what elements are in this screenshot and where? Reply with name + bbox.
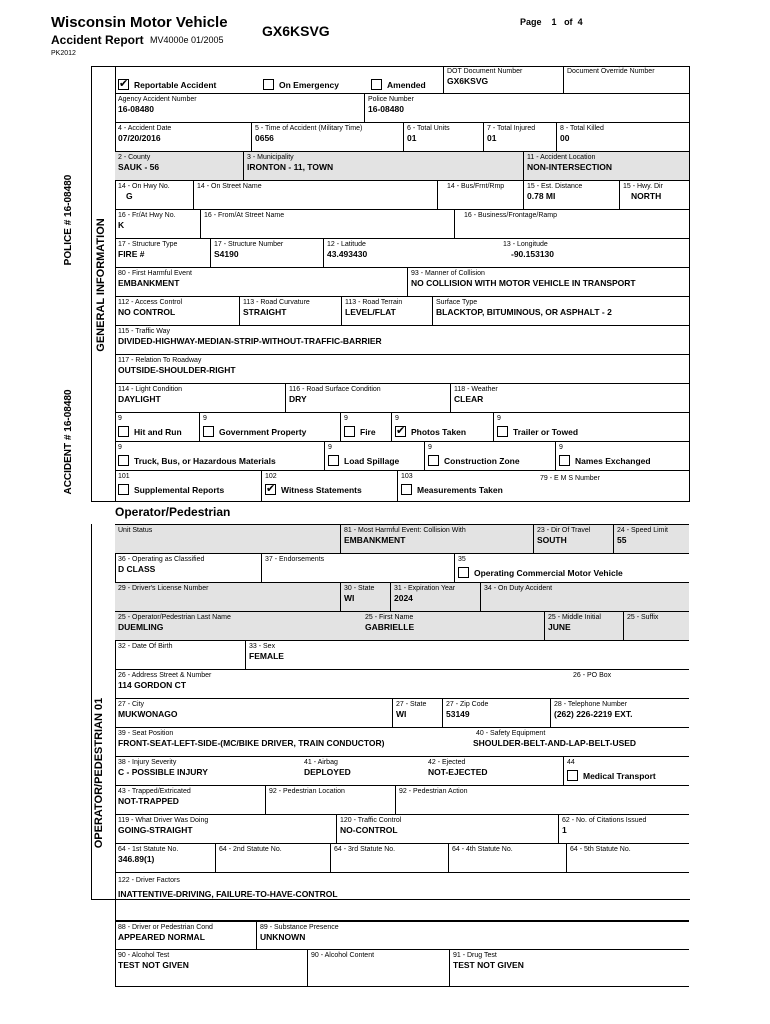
- supplemental-reports-checkbox[interactable]: [118, 484, 129, 495]
- accident-number-side: ACCIDENT # 16-08480: [63, 389, 74, 495]
- date-of-birth: 32 - Date Of Birth: [118, 643, 173, 650]
- row-city: [115, 699, 689, 728]
- form-version: MV4000e 01/2005: [150, 35, 224, 45]
- driver-factors: 122 - Driver Factors INATTENTIVE-DRIVING, FAILURE-TO-HAVE-CONTROL: [118, 877, 338, 899]
- row-injury: 38 - Injury Severity C - POSSIBLE INJURY 41 - Airbag DEPLOYED 42 - Ejected NOT-EJECTED 44 Medical Transport: [115, 757, 689, 786]
- row-dob: [115, 641, 689, 670]
- safety-equipment: 40 - Safety Equipment SHOULDER-BELT-AND-LAP-BELT-USED: [473, 730, 637, 748]
- row-factors: [115, 873, 689, 921]
- ems-number: 79 - E M S Number: [540, 475, 600, 482]
- total-injured: 7 - Total Injured 01: [483, 123, 556, 151]
- operating-as-classified: 36 - Operating as Classified D CLASS: [118, 556, 205, 574]
- endorsements: 37 - Endorsements: [261, 554, 454, 582]
- dot-document-number: DOT Document Number GX6KSVG: [443, 66, 563, 93]
- relation-to-roadway: 117 - Relation To Roadway OUTSIDE-SHOULDER-RIGHT: [118, 357, 236, 375]
- amended-checkbox[interactable]: [371, 79, 382, 90]
- document-code: GX6KSVG: [262, 23, 330, 39]
- page-indicator: Page 1 of 4: [520, 17, 583, 27]
- form-sub-code: PK2012: [51, 50, 76, 57]
- row-conditions: [115, 384, 689, 413]
- row-tests: [115, 950, 689, 987]
- general-information-label: GENERAL INFORMATION: [95, 218, 107, 352]
- on-hwy-no: 14 - On Hwy No. G: [118, 183, 170, 201]
- ejected: 42 - Ejected NOT-EJECTED: [428, 759, 488, 777]
- municipality: 3 - Municipality IRONTON - 11, TOWN: [243, 152, 523, 180]
- unit-status: Unit Status: [118, 527, 153, 534]
- latitude: 12 - Latitude 43.493430: [323, 239, 498, 267]
- row-unit-status: [115, 525, 689, 554]
- hwy-dir: 15 - Hwy. Dir NORTH: [619, 181, 689, 209]
- county: 2 - County SAUK - 56: [118, 154, 160, 172]
- row-doing: [115, 815, 689, 844]
- medical-transport-checkbox[interactable]: [567, 770, 578, 781]
- fire-checkbox[interactable]: [344, 426, 355, 437]
- from-street-name: 16 - From/At Street Name: [200, 210, 454, 238]
- document-override-number: Document Override Number: [563, 66, 689, 93]
- row-address: [115, 670, 689, 699]
- alcohol-content: 90 - Alcohol Content: [307, 950, 449, 986]
- row-statutes: [115, 844, 689, 873]
- row-report-type: ✔Reportable Accident On Emergency Amended DOT Document Number GX6KSVG Document Override Number: [115, 66, 689, 94]
- structure-number: 17 - Structure Number S4190: [210, 239, 323, 267]
- dir-of-travel: 23 - Dir Of Travel SOUTH: [533, 525, 613, 553]
- statute-2: 64 - 2nd Statute No.: [215, 844, 330, 872]
- traffic-way: 115 - Traffic Way DIVIDED-HIGHWAY-MEDIAN-STRIP-WITHOUT-TRAFFIC-BARRIER: [118, 328, 382, 346]
- row-road: [115, 297, 689, 326]
- row-harmful: [115, 268, 689, 297]
- last-name: 25 - Operator/Pedestrian Last Name DUEMLING: [118, 614, 231, 632]
- emergency-checkbox[interactable]: [263, 79, 274, 90]
- address-state: 27 - State WI: [392, 699, 442, 727]
- most-harmful-event: 81 - Most Harmful Event: Collision With EMBANKMENT: [340, 525, 533, 553]
- row-from: [115, 210, 689, 239]
- traffic-control: 120 - Traffic Control NO-CONTROL: [336, 815, 558, 843]
- statute-1: 64 - 1st Statute No. 346.89(1): [118, 846, 179, 864]
- trapped-extricated: 43 - Trapped/Extricated NOT-TRAPPED: [118, 788, 191, 806]
- row-class: 36 - Operating as Classified D CLASS 37 - Endorsements 35 Operating Commercial Motor Vehicle: [115, 554, 689, 583]
- agency-accident-number: Agency Accident Number 16-08480: [118, 96, 197, 114]
- expiration-year: 31 - Expiration Year 2024: [390, 583, 480, 611]
- drug-test: 91 - Drug Test TEST NOT GIVEN: [449, 950, 689, 986]
- suffix: 25 - Suffix: [623, 612, 689, 640]
- government-property-checkbox[interactable]: [203, 426, 214, 437]
- police-number: Police Number 16-08480: [364, 94, 689, 122]
- zip-code: 27 - Zip Code 53149: [442, 699, 550, 727]
- first-harmful-event: 80 - First Harmful Event EMBANKMENT: [118, 270, 192, 288]
- load-spillage-checkbox[interactable]: [328, 455, 339, 466]
- trailer-towed-checkbox[interactable]: [497, 426, 508, 437]
- commercial-vehicle-checkbox[interactable]: [458, 567, 469, 578]
- form-subtitle: Accident Report: [51, 33, 144, 47]
- injury-severity: 38 - Injury Severity C - POSSIBLE INJURY: [118, 759, 208, 777]
- statute-4: 64 - 4th Statute No.: [448, 844, 566, 872]
- pedestrian-location: 92 - Pedestrian Location: [265, 786, 395, 814]
- row-trapped: [115, 786, 689, 815]
- road-terrain: 113 - Road Terrain LEVEL/FLAT: [341, 297, 432, 325]
- row-agency: [115, 94, 689, 123]
- operator-section-title: Operator/Pedestrian: [115, 505, 231, 519]
- on-street-name: 14 - On Street Name: [193, 181, 437, 209]
- accident-time: 5 - Time of Accident (Military Time) 0656: [251, 123, 403, 151]
- po-box: 26 - PO Box: [573, 672, 612, 679]
- citations-issued: 62 - No. of Citations Issued 1: [558, 815, 689, 843]
- names-exchanged-checkbox[interactable]: [559, 455, 570, 466]
- accident-location: 11 - Accident Location NON-INTERSECTION: [523, 152, 689, 180]
- on-duty-accident: 34 - On Duty Accident: [480, 583, 689, 611]
- row-checks-2: 9 Truck, Bus, or Hazardous Materials 9 Load Spillage 9 Construction Zone 9 Names Exchanged: [115, 442, 689, 471]
- est-distance: 15 - Est. Distance 0.78 MI: [523, 181, 619, 209]
- speed-limit: 24 - Speed Limit 55: [613, 525, 689, 553]
- operator-pedestrian-label: OPERATOR/PEDESTRIAN 01: [93, 697, 105, 849]
- light-condition: 114 - Light Condition DAYLIGHT: [118, 386, 183, 404]
- row-relation: [115, 355, 689, 384]
- structure-type: 17 - Structure Type FIRE #: [118, 241, 178, 259]
- row-structure: [115, 239, 689, 268]
- manner-of-collision: 93 - Manner of Collision NO COLLISION WITH MOTOR VEHICLE IN TRANSPORT: [407, 268, 689, 296]
- weather: 118 - Weather CLEAR: [450, 384, 689, 412]
- address: 26 - Address Street & Number 114 GORDON CT: [118, 672, 212, 690]
- police-number-side: POLICE # 16-08480: [63, 174, 74, 266]
- airbag: 41 - Airbag DEPLOYED: [304, 759, 351, 777]
- driver-condition: 88 - Driver or Pedestrian Cond APPEARED NORMAL: [118, 924, 213, 942]
- row-checks-3: 101 Supplemental Reports 102 ✔Witness Statements 103 Measurements Taken 79 - E M S Number: [115, 471, 689, 502]
- what-driver-was-doing: 119 - What Driver Was Doing GOING-STRAIGHT: [118, 817, 209, 835]
- row-traffic-way: [115, 326, 689, 355]
- row-seat: [115, 728, 689, 757]
- statute-5: 64 - 5th Statute No.: [566, 844, 689, 872]
- alcohol-test: 90 - Alcohol Test TEST NOT GIVEN: [118, 952, 189, 970]
- business-frontage-ramp: 16 - Business/Frontage/Ramp: [454, 210, 689, 238]
- access-control: 112 - Access Control NO CONTROL: [118, 299, 183, 317]
- fr-at-hwy-no: 16 - Fr/At Hwy No. K: [118, 212, 176, 230]
- road-surface-condition: 116 - Road Surface Condition DRY: [285, 384, 450, 412]
- construction-zone-checkbox[interactable]: [428, 455, 439, 466]
- city: 27 - City MUKWONAGO: [118, 701, 178, 719]
- measurements-taken-checkbox[interactable]: [401, 484, 412, 495]
- row-county: [115, 152, 689, 181]
- truck-bus-hazmat-checkbox[interactable]: [118, 455, 129, 466]
- middle-initial: 25 - Middle Initial JUNE: [544, 612, 623, 640]
- row-highway: [115, 181, 689, 210]
- row-license: [115, 583, 689, 612]
- photos-taken-checkbox[interactable]: [395, 426, 406, 437]
- row-date: [115, 123, 689, 152]
- total-units: 6 - Total Units 01: [403, 123, 483, 151]
- substance-presence: 89 - Substance Presence UNKNOWN: [256, 922, 689, 949]
- bus-frnt-rmp: 14 - Bus/Frnt/Rmp: [437, 181, 523, 209]
- road-curvature: 113 - Road Curvature STRAIGHT: [239, 297, 341, 325]
- drivers-license-number: 29 - Driver's License Number: [118, 585, 209, 592]
- accident-date: 4 - Accident Date 07/20/2016: [118, 125, 172, 143]
- first-name: 25 - First Name GABRIELLE: [365, 614, 415, 632]
- license-state: 30 - State WI: [340, 583, 390, 611]
- row-checks-1: 9 Hit and Run 9 Government Property 9 Fire 9 ✔Photos Taken 9 Trailer or Towed: [115, 413, 689, 442]
- hit-and-run-checkbox[interactable]: [118, 426, 129, 437]
- witness-statements-checkbox[interactable]: [265, 484, 276, 495]
- seat-position: 39 - Seat Position FRONT-SEAT-LEFT-SIDE-(MC/BIKE DRIVER, TRAIN CONDUCTOR): [118, 730, 385, 748]
- longitude: 13 - Longitude -90.153130: [503, 241, 555, 259]
- reportable-checkbox[interactable]: [118, 79, 129, 90]
- row-name: [115, 612, 689, 641]
- telephone-number: 28 - Telephone Number (262) 226-2219 EXT.: [550, 699, 689, 727]
- total-killed: 8 - Total Killed 00: [556, 123, 689, 151]
- statute-3: 64 - 3rd Statute No.: [330, 844, 448, 872]
- pedestrian-action: 92 - Pedestrian Action: [395, 786, 689, 814]
- sex: 33 - Sex FEMALE: [245, 641, 689, 669]
- surface-type: Surface Type BLACKTOP, BITUMINOUS, OR ASPHALT - 2: [432, 297, 689, 325]
- row-condition: [115, 921, 689, 950]
- form-title: Wisconsin Motor Vehicle: [51, 14, 228, 31]
